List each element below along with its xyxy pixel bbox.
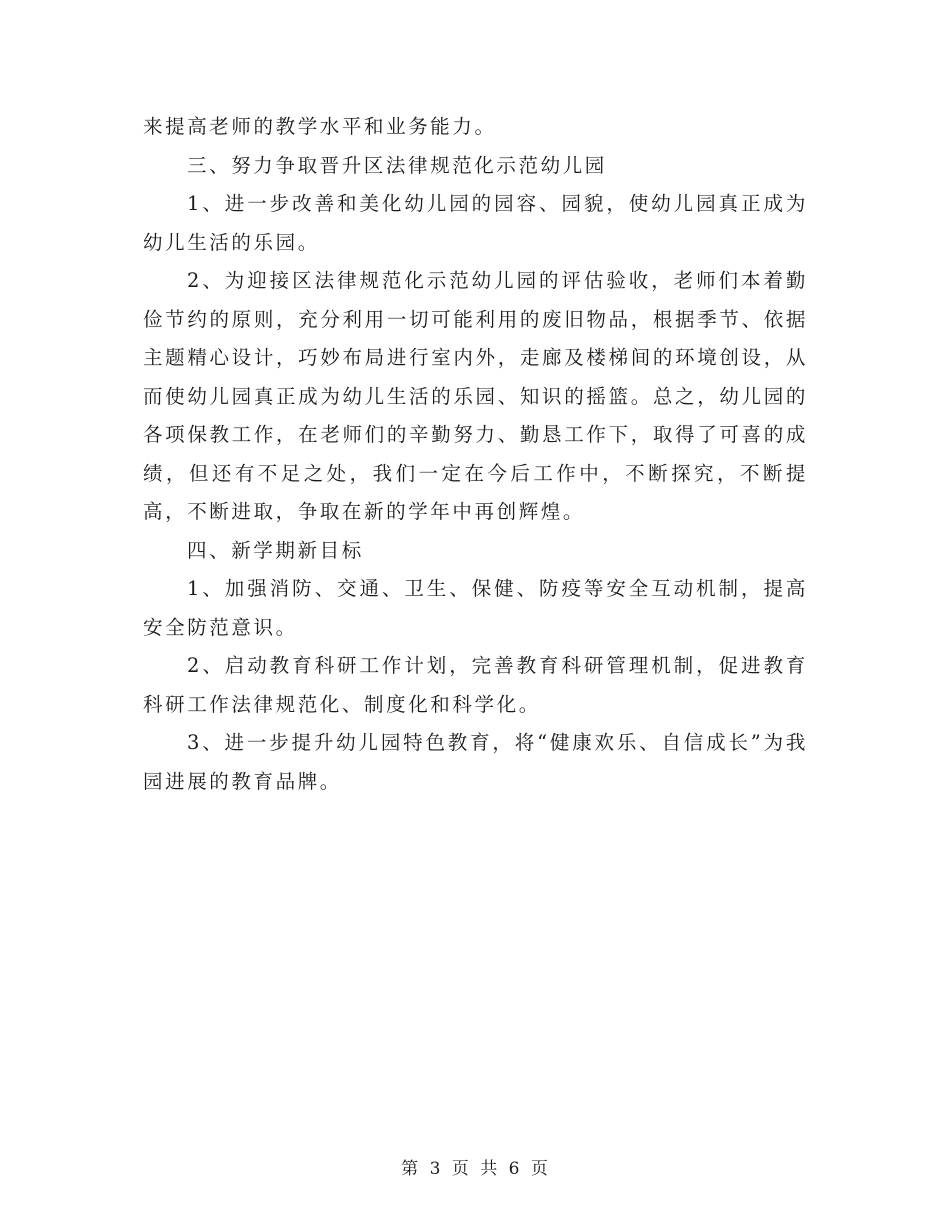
section-heading-3: 三、努力争取晋升区法律规范化示范幼儿园: [187, 153, 607, 177]
paragraph-item: 2、启动教育科研工作计划，完善教育科研管理机制，促进教育科研工作法律规范化、制度化和科学化。: [143, 654, 808, 716]
paragraph-item: 2、为迎接区法律规范化示范幼儿园的评估验收，老师们本着勤俭节约的原则，充分利用一切可能利用的废旧物品，根据季节、依据主题精心设计，巧妙布局进行室内外，走廊及楼梯间的环境创设，从而使幼儿园真正成为幼儿生活的乐园、知识的摇篮。总之，幼儿园的各项保教工作，在老师们的辛勤努力、勤恳工作下，取得了可喜的成绩，但还有不足之处，我们一定在今后工作中，不断探究，不断提高，不断进取，争取在新的学年中再创辉煌。: [143, 269, 808, 523]
page-number-footer: 第 3 页 共 6 页: [401, 1159, 549, 1179]
document-body: [143, 108, 808, 801]
section-heading-4: 四、新学期新目标: [187, 538, 364, 562]
paragraph-continuation: 来提高老师的教学水平和业务能力。: [143, 115, 497, 138]
paragraph-item: 3、进一步提升幼儿园特色教育，将“健康欢乐、自信成长”为我园进展的教育品牌。: [143, 731, 808, 793]
paragraph-item: 1、加强消防、交通、卫生、保健、防疫等安全互动机制，提高安全防范意识。: [143, 577, 808, 639]
paragraph-item: 1、进一步改善和美化幼儿园的园容、园貌，使幼儿园真正成为幼儿生活的乐园。: [143, 192, 808, 254]
